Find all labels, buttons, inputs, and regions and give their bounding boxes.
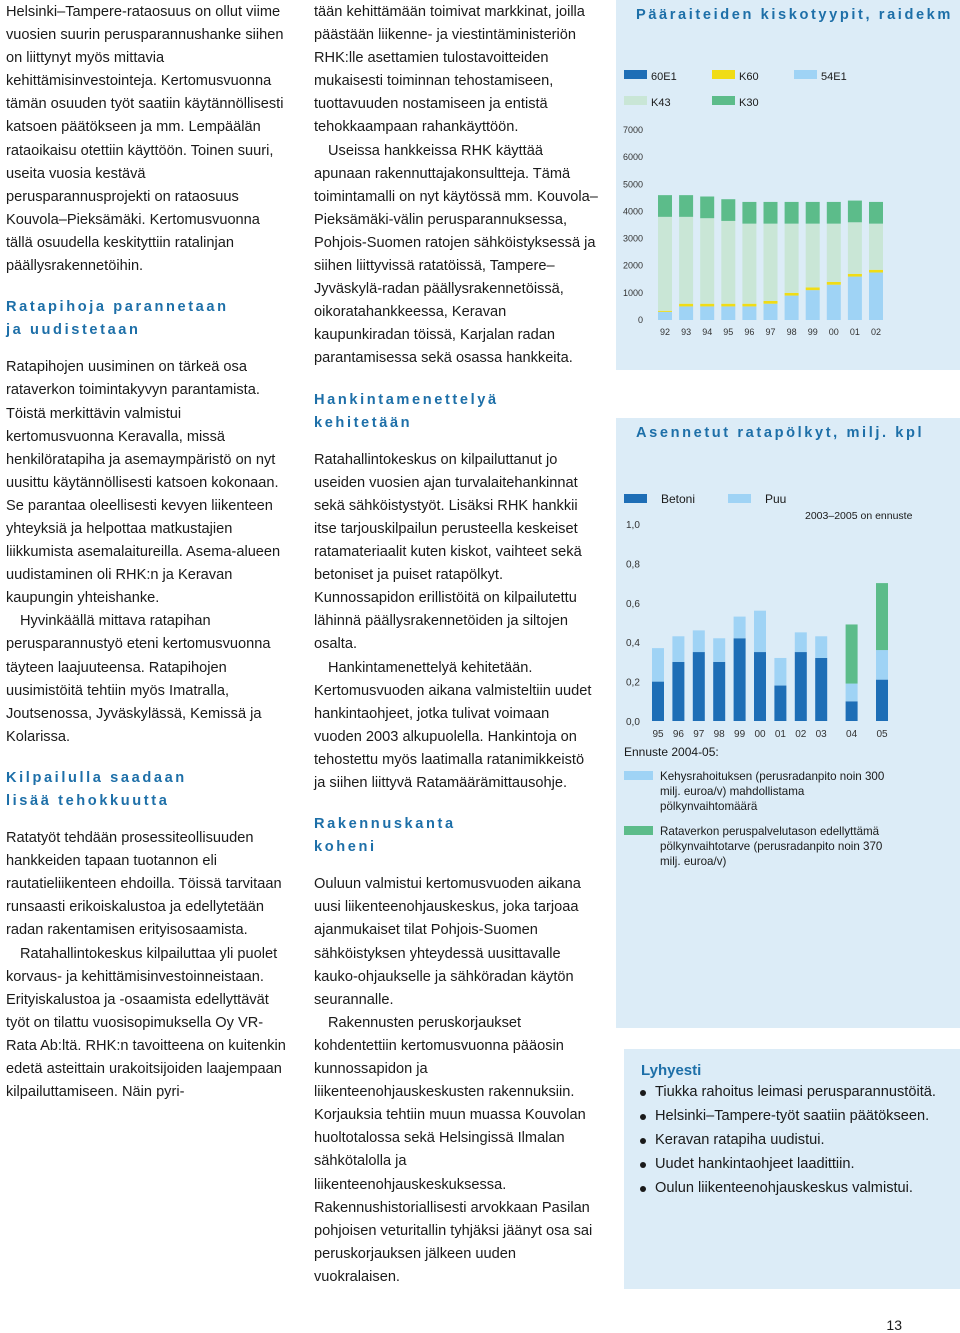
bar-segment-puu bbox=[815, 636, 827, 658]
legend-swatch-k43 bbox=[624, 96, 647, 105]
paragraph-hankintaohjeet: Hankintamenettelyä kehitetään. Kertomusvuoden aikana valmisteltiin uudet hankintaohjeet, jotka tulivat voimaan vuoden 2003 alkupuolella. Hankintoja on tehostettu myös laatimalla ratanimikkeistö ja siihen liittyvä Ratamäärämittausohje. bbox=[314, 659, 592, 791]
note-text: Rataverkon peruspalvelutason edellyttämä pölkynvaihtotarve (perusradanpito noin 370 milj. euroa/v) bbox=[660, 825, 883, 868]
x-tick-label: 01 bbox=[849, 327, 860, 337]
bar-segment-k60 bbox=[869, 270, 883, 273]
x-tick-label: 04 bbox=[846, 729, 858, 740]
bar-segment-betoni bbox=[795, 652, 807, 721]
x-tick-label: 96 bbox=[672, 729, 684, 740]
paragraph-peruskorjaukset: Rakennusten peruskorjaukset kohdentettiin kertomusvuonna pääosin kunnossapidon ja liikenteenohjauskeskusten rakennuksiin. Korjauksia tehtiin muun muassa Kouvolan huoltotalossa sekä Helsingissä Ilmalan sähkötalolla ja liikenteenohjauskeskuksessa. Rakennushistoriallisesti arvokkaan Pasilan pohjoisen veturitallin tyhjäksi jäänyt osa sai peruskorjauksen jälkeen uuden vuokralaisen. bbox=[314, 1014, 593, 1285]
bar-segment-k43 bbox=[869, 224, 883, 270]
y-tick-label: 0 bbox=[637, 315, 643, 325]
legend-swatch-puu bbox=[728, 494, 751, 503]
x-tick-label: 95 bbox=[723, 327, 734, 337]
x-tick-label: 98 bbox=[786, 327, 797, 337]
x-tick-label: 96 bbox=[744, 327, 755, 337]
bar-segment-k30 bbox=[869, 202, 883, 224]
paragraph-kilpailuttanut: Ratahallintokeskus on kilpailuttanut jo useiden vuosien ajan turvalaitehankinnat sekä sähköistystyöt. Lisäksi RHK hankkii itse tarjouskilpailun perusteella keskeiset ratamateriaalit kuten kiskot, vaihteet sekä betoniset ja puiset ratapölkyt. Kunnossapidon erillistöitä on kilpailutettu lähinnä päällysrakennetöiden ja siltojen osalta. bbox=[314, 451, 582, 653]
heading-hankintamenettely: Hankintamenettelyä kehitetään bbox=[314, 391, 499, 431]
legend-label-betoni: Betoni bbox=[661, 492, 696, 506]
x-tick-label: 99 bbox=[734, 729, 746, 740]
x-tick-label: 94 bbox=[702, 327, 713, 337]
heading-ratapihat: Ratapihoja parannetaan ja uudistetaan bbox=[6, 299, 229, 339]
bar-segment-puu bbox=[795, 632, 807, 652]
y-tick-label: 1,0 bbox=[626, 520, 640, 531]
chart-title-kiskotyypit: Pääraiteiden kiskotyypit, raidekm bbox=[636, 7, 953, 23]
x-tick-label: 98 bbox=[713, 729, 725, 740]
bar-segment-puu bbox=[876, 650, 888, 680]
bar-segment-54e1 bbox=[764, 304, 778, 320]
bar-segment-k43 bbox=[827, 224, 841, 282]
bar-segment-betoni bbox=[672, 662, 684, 721]
y-tick-label: 0,0 bbox=[626, 717, 640, 728]
x-tick-label: 02 bbox=[870, 327, 882, 337]
note-swatch bbox=[624, 826, 653, 835]
y-tick-label: 0,4 bbox=[626, 638, 640, 650]
x-tick-label: 05 bbox=[876, 729, 888, 740]
x-tick-label: 95 bbox=[652, 729, 664, 740]
bar-segment-54e1 bbox=[679, 306, 693, 320]
bar-segment-k60 bbox=[785, 293, 799, 296]
paragraph-oulu: Ouluun valmistui kertomusvuoden aikana uusi liikenteenohjauskeskus, joka tarjoaa ajanmukaiset tilat Pohjois-Suomen sähköistyksen yhteydessä uusittavalle kauko-ohjaukselle ja sähköradan käytön seurannalle. bbox=[314, 876, 581, 1008]
legend-swatch-k60 bbox=[712, 70, 735, 79]
paragraph-hyvinkaa: Hyvinkäällä mittava ratapihan perusparannustyö eteni kertomusvuonna täyteen laajuuteensa. Ratapihojen uusimistöitä tehtiin myös Imatralla, Joutsenossa, Jyväskylässä, Kemissä ja Kolarissa. bbox=[6, 613, 271, 745]
bar-segment-k60 bbox=[742, 304, 756, 307]
bar-segment-k60 bbox=[764, 301, 778, 304]
x-tick-label: 97 bbox=[693, 729, 705, 740]
bar-segment-54e1 bbox=[806, 290, 820, 320]
y-tick-label: 1000 bbox=[622, 287, 643, 298]
bar-segment-puu bbox=[754, 611, 766, 652]
bar-segment-betoni bbox=[754, 652, 766, 721]
heading-rakennuskanta: Rakennuskanta koheni bbox=[314, 816, 456, 856]
bar-segment-puu bbox=[713, 638, 725, 662]
y-tick-label: 0,6 bbox=[626, 598, 640, 610]
y-tick-label: 2000 bbox=[622, 260, 643, 271]
bar-segment-k30 bbox=[658, 195, 672, 217]
x-tick-label: 97 bbox=[765, 327, 776, 337]
y-tick-label: 7000 bbox=[622, 125, 643, 135]
bar-segment-betoni bbox=[713, 662, 725, 721]
summary-item: Keravan ratapiha uudistui. bbox=[638, 1131, 938, 1151]
bar-segment-k60 bbox=[658, 311, 672, 312]
bar-segment-k30 bbox=[764, 202, 778, 224]
bar-segment-betoni bbox=[846, 701, 858, 721]
bar-segment-k60 bbox=[827, 282, 841, 285]
note-text: Kehysrahoituksen (perusradanpito noin 300 milj. euroa/v) mahdollistama pölkynvaihtomäärä bbox=[660, 770, 885, 813]
summary-item: Tiukka rahoitus leimasi perusparannustöitä. bbox=[638, 1083, 938, 1103]
y-tick-label: 6000 bbox=[622, 152, 643, 163]
legend-label-k43: K43 bbox=[651, 97, 671, 109]
legend-swatch-54e1 bbox=[794, 70, 817, 79]
y-tick-label: 0,2 bbox=[626, 677, 640, 689]
bar-segment-k60 bbox=[806, 287, 820, 290]
legend-label-k30: K30 bbox=[739, 97, 759, 109]
x-tick-label: 92 bbox=[659, 327, 671, 337]
bar-segment-k60 bbox=[700, 304, 714, 307]
bar-segment-k30 bbox=[721, 199, 735, 221]
bar-segment-k43 bbox=[721, 221, 735, 304]
legend-swatch-60e1 bbox=[624, 70, 647, 79]
bar-segment-k43 bbox=[785, 224, 799, 293]
heading-kilpailu: Kilpailulla saadaan lisää tehokkuutta bbox=[6, 769, 187, 809]
y-tick-label: 5000 bbox=[622, 179, 643, 190]
summary-title: Lyhyesti bbox=[641, 1062, 702, 1079]
bar-segment-betoni bbox=[652, 682, 664, 721]
bar-segment-k30 bbox=[785, 202, 799, 224]
bar-segment-54e1 bbox=[700, 306, 714, 320]
bar-segment-k30 bbox=[806, 202, 820, 224]
bar-segment-k30 bbox=[679, 195, 693, 217]
bar-segment-k60 bbox=[848, 274, 862, 277]
bar-segment-betoni bbox=[693, 652, 705, 721]
bar-segment-k30 bbox=[848, 201, 862, 223]
text-column-left bbox=[6, 0, 288, 1104]
paragraph-helsinki-tampere: Helsinki–Tampere-rataosuus on ollut viime vuosien suurin perusparannushanke siihen on liittynyt myös mittavia kehittämisinvestointeja. Kertomusvuonna tämän osuuden työt saatiin käytännöllisesti katsoen päätökseen ja mm. Lempäälän rataoikaisu otettiin käyttöön. Toinen suuri, useita vuosia kestävä perusparannusprojekti on rataosuus Kouvola–Pieksämäki. Kertomusvuonna tällä osuudella keskityttiin ratalinjan päällysrakennetöihin. bbox=[6, 4, 284, 275]
bar-segment-k43 bbox=[742, 224, 756, 304]
x-tick-label: 00 bbox=[754, 729, 766, 740]
forecast-note: 2003–2005 on ennuste bbox=[805, 510, 913, 522]
bar-segment-k60 bbox=[721, 304, 735, 307]
legend-label-puu: Puu bbox=[765, 492, 787, 506]
paragraph-markkinat: tään kehittämään toimivat markkinat, joilla päästään liikenne- ja viestintäministeriön RHK:lle asettamien tulostavoitteiden mukaisesti toiminnan tehostamiseen, tuottavuuden nostamiseen ja entistä tehokkaampaan rahankäyttöön. bbox=[314, 4, 585, 136]
y-tick-label: 3000 bbox=[622, 233, 643, 244]
paragraph-ratatyot: Ratatyöt tehdään prosessiteollisuuden hankkeiden tapaan tuotannon eli rautatieliikenteen ehdoilla. Töissä tarvitaan runsaasti erikoiskalustoa ja edellytetään radan rakentamisen erityisosaamista. bbox=[6, 830, 282, 939]
x-tick-label: 01 bbox=[774, 729, 786, 740]
bar-segment-k43 bbox=[679, 217, 693, 304]
summary-box bbox=[624, 1049, 960, 1289]
bar-segment-puu bbox=[693, 630, 705, 652]
legend-label-60e1: 60E1 bbox=[651, 71, 677, 83]
bar-segment-54e1 bbox=[785, 296, 799, 320]
bar-segment-ennuste bbox=[876, 583, 888, 650]
bar-segment-puu bbox=[846, 684, 858, 702]
summary-item: Helsinki–Tampere-työt saatiin päätökseen. bbox=[638, 1107, 938, 1127]
chart-ratapolkyt bbox=[616, 418, 960, 1028]
text-column-middle bbox=[314, 0, 598, 1289]
y-tick-label: 0,8 bbox=[626, 559, 640, 571]
bar-segment-puu bbox=[672, 636, 684, 662]
bar-segment-betoni bbox=[734, 638, 746, 721]
bar-segment-k43 bbox=[658, 217, 672, 311]
paragraph-kilpailuttaa: Ratahallintokeskus kilpailuttaa yli puolet korvaus- ja kehittämisinvestoinneistaan. Erityiskalustoa ja -osaamista edellyttävät työt on tilattu vuosisopimuksella Oy VR-Rata Ab:ltä. RHK:n tavoitteena on kuitenkin edetä asteittain urakoitsijoiden laajempaan kilpailuttamiseen. Näin pyri- bbox=[6, 945, 286, 1101]
legend-swatch-betoni bbox=[624, 494, 647, 503]
bar-segment-betoni bbox=[774, 686, 786, 721]
x-tick-label: 03 bbox=[815, 729, 827, 740]
bar-segment-k43 bbox=[806, 224, 820, 288]
bar-segment-k43 bbox=[764, 224, 778, 301]
bar-segment-k30 bbox=[827, 202, 841, 224]
bar-segment-54e1 bbox=[658, 312, 672, 320]
bar-segment-54e1 bbox=[827, 285, 841, 320]
x-tick-label: 99 bbox=[807, 327, 818, 337]
bar-segment-k43 bbox=[700, 218, 714, 304]
legend-swatch-k30 bbox=[712, 96, 735, 105]
bar-segment-puu bbox=[652, 648, 664, 681]
forecast-notes-title: Ennuste 2004-05: bbox=[624, 745, 719, 759]
x-tick-label: 00 bbox=[828, 327, 839, 337]
summary-list bbox=[638, 1083, 938, 1203]
summary-item: Oulun liikenteenohjauskeskus valmistui. bbox=[638, 1179, 938, 1199]
note-swatch bbox=[624, 771, 653, 780]
bar-segment-puu bbox=[774, 658, 786, 686]
paragraph-rakennuttajakonsultit: Useissa hankkeissa RHK käyttää apunaan rakennuttajakonsultteja. Tämä toimintamalli on nyt käytössä mm. Kouvola–Pieksämäki-välin perusparannuksessa, Pohjois-Suomen ratojen sähköistyksessä ja siihen liittyvissä ratatöissä, Tampere–Jyväskylä-radan päällysrakennetöissä, oikoratahankkeessa, Keravan kaupunkiradan töissä, Karjalan radan parantamisessa sekä osassa hankkeita. bbox=[314, 142, 598, 367]
y-tick-label: 4000 bbox=[622, 206, 643, 217]
bar-segment-54e1 bbox=[721, 306, 735, 320]
bar-segment-betoni bbox=[815, 658, 827, 721]
bar-segment-ennuste bbox=[846, 624, 858, 683]
paragraph-ratapihojen-uusiminen: Ratapihojen uusiminen on tärkeä osa rataverkon toimintakyvyn parantamista. Töistä merkittävin valmistui kertomusvuonna Keravalla, missä henkilöratapiha ja asemaympäristö on nyt uusittu käytännöllisesti katsoen kokonaan. Se parantaa oleellisesti kevyen liikenteen yhteyksiä ja helpottaa matkustajien liikkumista asemalaitureilla. Asema-alueen uudistaminen oli RHK:n ja Keravan kaupungin yhteishanke. bbox=[6, 359, 281, 607]
chart-title-ratapolkyt: Asennetut ratapölkyt, milj. kpl bbox=[636, 425, 925, 441]
bar-segment-puu bbox=[734, 617, 746, 639]
bar-segment-k30 bbox=[742, 202, 756, 224]
bar-segment-k43 bbox=[848, 222, 862, 274]
chart-panel-kiskotyypit bbox=[616, 0, 960, 370]
x-tick-label: 02 bbox=[795, 729, 807, 740]
chart-kiskotyypit bbox=[616, 0, 960, 370]
chart-panel-ratapolkyt bbox=[616, 418, 960, 1028]
bar-segment-k60 bbox=[679, 304, 693, 307]
page-number: 13 bbox=[886, 1317, 902, 1333]
bar-segment-betoni bbox=[876, 680, 888, 721]
bar-segment-54e1 bbox=[742, 306, 756, 320]
summary-item: Uudet hankintaohjeet laadittiin. bbox=[638, 1155, 938, 1175]
x-tick-label: 93 bbox=[681, 327, 692, 337]
legend-label-k60: K60 bbox=[739, 71, 759, 83]
legend-label-54e1: 54E1 bbox=[821, 71, 847, 83]
bar-segment-54e1 bbox=[848, 277, 862, 320]
bar-segment-k30 bbox=[700, 197, 714, 219]
bar-segment-54e1 bbox=[869, 273, 883, 321]
